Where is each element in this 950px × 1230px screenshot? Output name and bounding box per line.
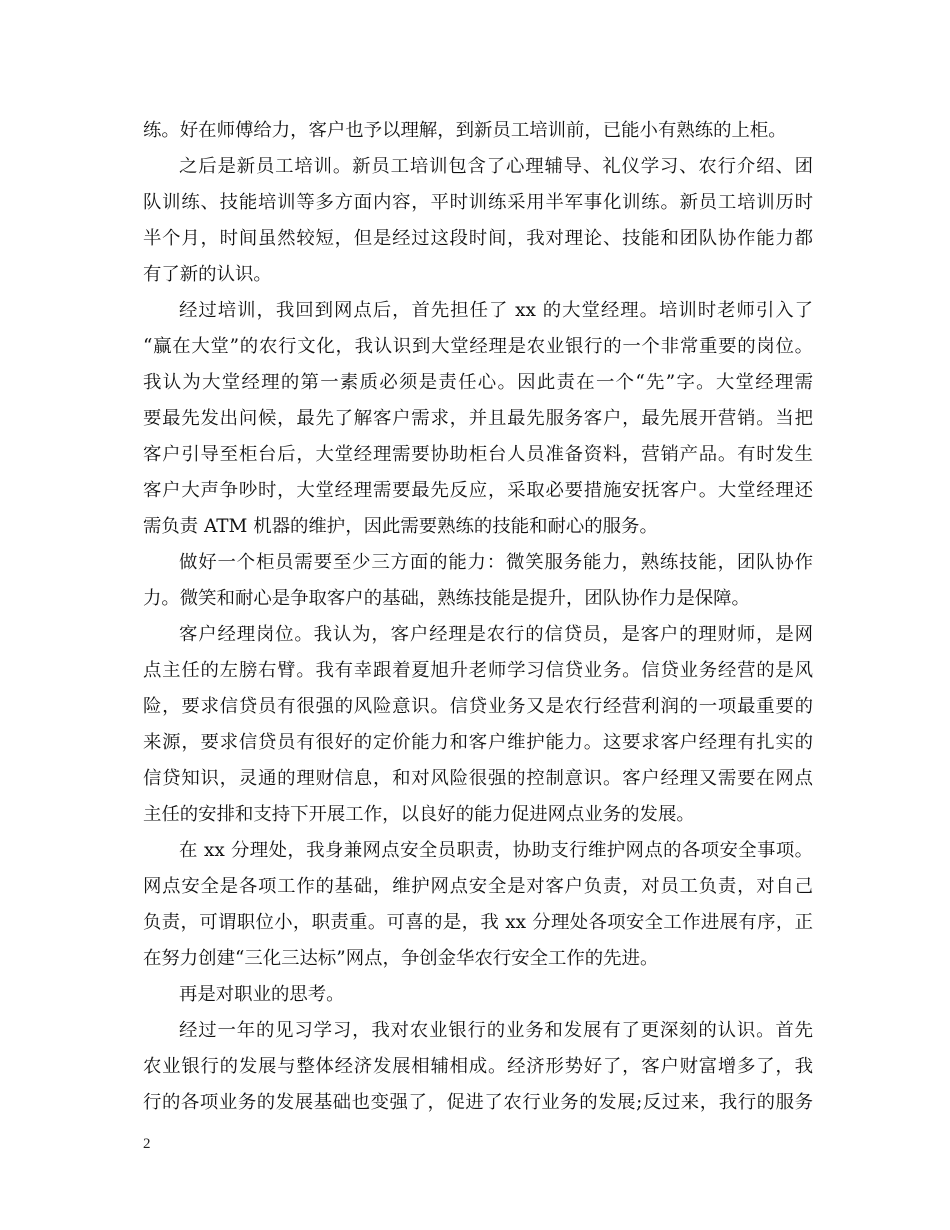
- text-line: 之后是新员工培训。新员工培训包含了心理辅导、礼仪学习、农行介绍、团: [179, 156, 813, 177]
- text-line: 主任的安排和支持下开展工作，以良好的能力促进网点业务的发展。: [143, 804, 695, 825]
- text-line: 客户引导至柜台后，大堂经理需要协助柜台人员准备资料，营销产品。有时发生: [143, 444, 813, 465]
- document-body: [143, 113, 813, 1121]
- text-line: 做好一个柜员需要至少三方面的能力：微笑服务能力，熟练技能，团队协作: [179, 552, 813, 573]
- text-line: 农业银行的发展与整体经济发展相辅相成。经济形势好了，客户财富增多了，我: [143, 1056, 813, 1077]
- text-line: 半个月，时间虽然较短，但是经过这段时间，我对理论、技能和团队协作能力都: [143, 228, 813, 249]
- page-number: 2: [143, 1136, 151, 1152]
- text-line: 有了新的认识。: [143, 264, 272, 285]
- text-line: 练。好在师傅给力，客户也予以理解，到新员工培训前，已能小有熟练的上柜。: [143, 120, 787, 141]
- text-line: 经过培训，我回到网点后，首先担任了 xx 的大堂经理。培训时老师引入了: [179, 300, 813, 321]
- text-line: 网点安全是各项工作的基础，维护网点安全是对客户负责，对员工负责，对自己: [143, 876, 813, 897]
- text-line: 需负责 ATM 机器的维护，因此需要熟练的技能和耐心的服务。: [143, 516, 658, 537]
- text-line: 点主任的左膀右臂。我有幸跟着夏旭升老师学习信贷业务。信贷业务经营的是风: [143, 660, 813, 681]
- text-line: 队训练、技能培训等多方面内容，平时训练采用半军事化训练。新员工培训历时: [143, 192, 813, 213]
- text-line: 在 xx 分理处，我身兼网点安全员职责，协助支行维护网点的各项安全事项。: [179, 840, 813, 861]
- text-line: 来源，要求信贷员有很好的定价能力和客户维护能力。这要求客户经理有扎实的: [143, 732, 813, 753]
- text-line: “赢在大堂”的农行文化，我认识到大堂经理是农业银行的一个非常重要的岗位。: [143, 336, 813, 357]
- text-line: 要最先发出问候，最先了解客户需求，并且最先服务客户，最先展开营销。当把: [143, 408, 813, 429]
- text-line: 力。微笑和耐心是争取客户的基础，熟练技能是提升，团队协作力是保障。: [143, 588, 750, 609]
- text-line: 在努力创建“三化三达标”网点，争创金华农行安全工作的先进。: [143, 948, 659, 969]
- text-line: 我认为大堂经理的第一素质必须是责任心。因此责在一个“先”字。大堂经理需: [143, 372, 813, 393]
- text-line: 客户大声争吵时，大堂经理需要最先反应，采取必要措施安抚客户。大堂经理还: [143, 480, 813, 501]
- text-line: 负责，可谓职位小，职责重。可喜的是，我 xx 分理处各项安全工作进展有序，正: [143, 912, 813, 933]
- text-line: 客户经理岗位。我认为，客户经理是农行的信贷员，是客户的理财师，是网: [179, 624, 813, 645]
- text-line: 险，要求信贷员有很强的风险意识。信贷业务又是农行经营利润的一项最重要的: [143, 696, 813, 717]
- text-line: 再是对职业的思考。: [179, 984, 345, 1005]
- text-line: 行的各项业务的发展基础也变强了，促进了农行业务的发展;反过来，我行的服务: [143, 1092, 813, 1113]
- text-line: 信贷知识，灵通的理财信息，和对风险很强的控制意识。客户经理又需要在网点: [143, 768, 813, 789]
- text-line: 经过一年的见习学习，我对农业银行的业务和发展有了更深刻的认识。首先: [179, 1020, 813, 1041]
